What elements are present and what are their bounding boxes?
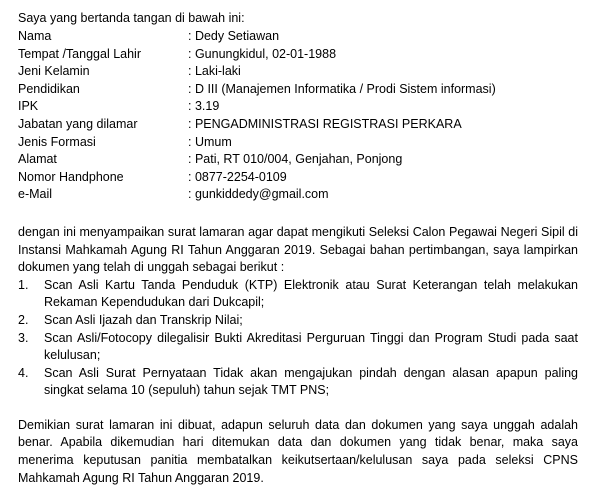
bio-row-nama	[18, 28, 578, 46]
list-item	[18, 330, 578, 365]
list-number: 3.	[18, 330, 29, 345]
bio-value: : 0877-2254-0109	[188, 169, 287, 184]
list-item-text: Scan Asli Surat Pernyataan Tidak akan mengajukan pindah dengan alasan apapun paling singkat selama 10 (sepuluh) tahun sejak TMT PNS;	[44, 365, 578, 398]
statement-paragraph: dengan ini menyampaikan surat lamaran agar dapat mengikuti Seleksi Calon Pegawai Negeri Sipil di Instansi Mahkamah Agung RI Tahun Anggaran 2019. Sebagai bahan pertimbangan, saya lampirkan dokumen yang telah di unggah sebagai berikut :	[18, 224, 578, 275]
bio-value: : Gunungkidul, 02-01-1988	[188, 46, 337, 61]
list-item	[18, 365, 578, 400]
list-item-text: Scan Asli/Fotocopy dilegalisir Bukti Akreditasi Perguruan Tinggi dan Program Studi pada saat kelulusan;	[44, 330, 578, 363]
bio-row-pendidikan	[18, 81, 578, 99]
list-item	[18, 277, 578, 312]
document-page	[18, 10, 578, 487]
bio-row-kelamin	[18, 63, 578, 81]
bio-label: Alamat	[18, 152, 57, 167]
bio-data-table	[18, 28, 578, 204]
list-number: 4.	[18, 365, 29, 380]
bio-value: : 3.19	[188, 99, 220, 114]
bio-label: Nomor Handphone	[18, 169, 124, 184]
bio-label: Tempat /Tanggal Lahir	[18, 46, 141, 61]
intro-line: Saya yang bertanda tangan di bawah ini:	[18, 11, 245, 25]
bio-value: : Pati, RT 010/004, Genjahan, Ponjong	[188, 152, 403, 167]
bio-label: Jeni Kelamin	[18, 64, 90, 79]
bio-row-email	[18, 186, 578, 204]
bio-row-formasi	[18, 134, 578, 152]
spacer	[18, 204, 578, 224]
list-item-text: Scan Asli Kartu Tanda Penduduk (KTP) Elektronik atau Surat Keterangan telah melakukan Rekaman Kependudukan dari Dukcapil;	[44, 277, 578, 310]
closing-paragraph: Demikian surat lamaran ini dibuat, adapun seluruh data dan dokumen yang saya unggah adalah benar. Apabila dikemudian hari ditemukan data dan dokumen yang tidak benar, maka saya menerima keputusan panitia membatalkan keikutsertaan/kelulusan saya pada seleksi CPNS Mahkamah Agung RI Tahun Anggaran 2019.	[18, 417, 578, 485]
bio-value: : Umum	[188, 134, 232, 149]
bio-label: e-Mail	[18, 187, 53, 202]
spacer	[18, 400, 578, 417]
bio-row-handphone	[18, 169, 578, 187]
list-item	[18, 312, 578, 330]
bio-label: IPK	[18, 99, 39, 114]
bio-value: : Laki-laki	[188, 64, 241, 79]
bio-row-jabatan	[18, 116, 578, 134]
bio-value: : D III (Manajemen Informatika / Prodi Sistem informasi)	[188, 81, 496, 96]
bio-label: Jenis Formasi	[18, 134, 96, 149]
bio-value: : Dedy Setiawan	[188, 29, 280, 43]
list-item-text: Scan Asli Ijazah dan Transkrip Nilai;	[44, 312, 243, 327]
bio-value: : PENGADMINISTRASI REGISTRASI PERKARA	[188, 116, 462, 131]
bio-label: Jabatan yang dilamar	[18, 116, 138, 131]
bio-row-ipk	[18, 98, 578, 116]
list-number: 2.	[18, 312, 29, 327]
list-number: 1.	[18, 277, 29, 292]
bio-value: : gunkiddedy@gmail.com	[188, 187, 329, 202]
document-list	[18, 277, 578, 400]
bio-label: Pendidikan	[18, 81, 80, 96]
bio-row-alamat	[18, 151, 578, 169]
bio-label: Nama	[18, 29, 52, 43]
bio-row-ttl	[18, 46, 578, 64]
